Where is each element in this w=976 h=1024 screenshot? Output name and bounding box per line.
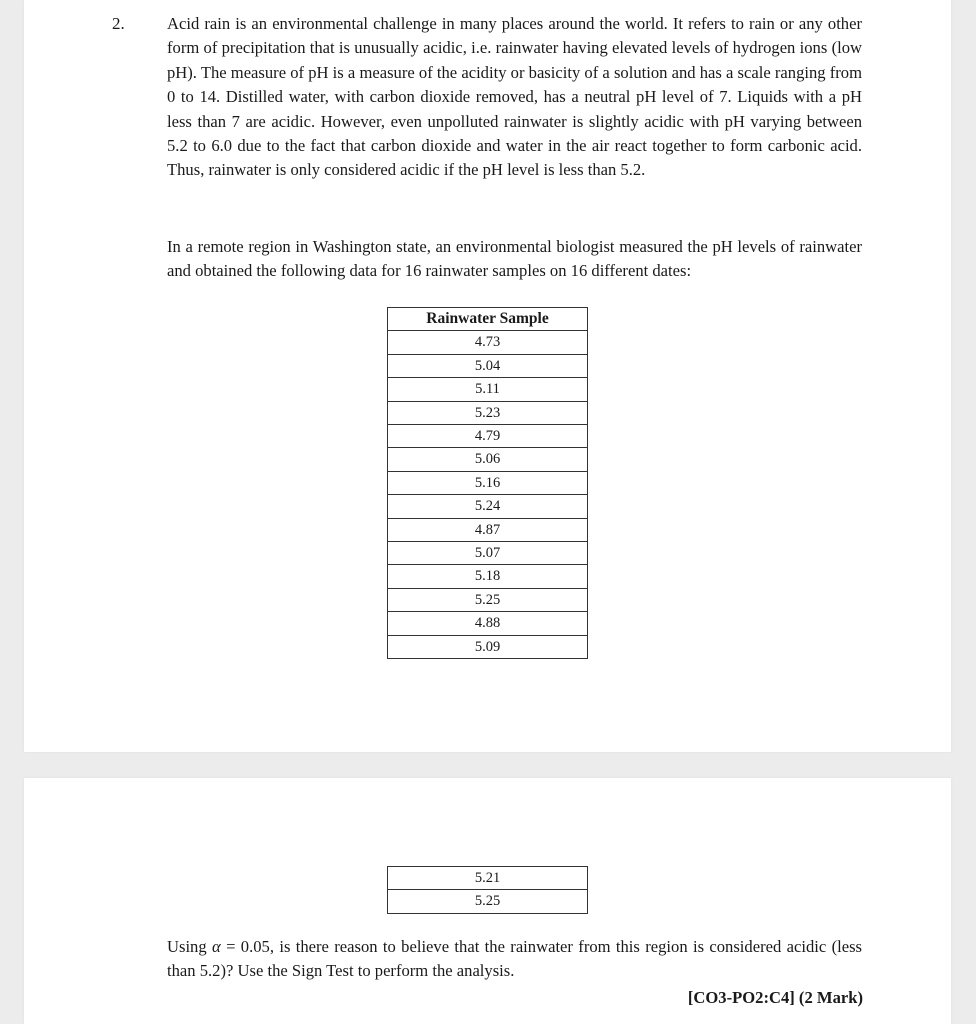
intro-paragraph: Acid rain is an environmental challenge in many places around the world. It refers to rain or any other form of precipitation that is unusually acidic, i.e. rainwater having elevated levels of hydrogen ions (low pH). The measure of pH is a measure of the acidity or basicity of a solution and has a scale ranging from 0 to 14. Distilled water, with carbon dioxide removed, has a neutral pH level of 7. Liquids with a pH less than 7 are acidic. However, even unpolluted rainwater is slightly acidic with pH varying between 5.2 to 6.0 due to the fact that carbon dioxide and water in the air react together to form carbonic acid. Thus, rainwater is only considered acidic if the pH level is less than 5.2. [167,14,862,180]
data-paragraph: In a remote region in Washington state, an environmental biologist measured the pH levels of rainwater and obtained the following data for 16 rainwater samples on 16 different dates: [167,237,862,281]
document-page-2 [24,778,951,1024]
marks-label: [CO3-PO2:C4] (2 Mark) [687,988,863,1007]
rainwater-sample-table-continued [387,866,588,914]
table-header: Rainwater Sample [388,308,588,331]
table-cell: 4.87 [388,518,588,541]
table-cell: 5.18 [388,565,588,588]
table-cell: 4.79 [388,425,588,448]
table-cell: 5.07 [388,542,588,565]
rainwater-sample-table [387,307,588,659]
table-cell: 5.24 [388,495,588,518]
alpha-value: = 0.05 [220,937,270,956]
table-cell: 5.09 [388,635,588,658]
table-cell: 5.16 [388,471,588,494]
task-text: , is there reason to believe that the rainwater from this region is considered acidic (less than 5.2)? Use the Sign Test to perform the analysis. [167,937,862,981]
table-cell: 5.11 [388,378,588,401]
alpha-symbol: α [212,937,221,956]
table-cell: 5.25 [388,890,588,913]
table-cell: 4.73 [388,331,588,354]
task-prefix: Using [167,937,212,956]
table-cell: 5.21 [388,867,588,890]
table-cell: 4.88 [388,612,588,635]
table-cell: 5.25 [388,588,588,611]
table-cell: 5.23 [388,401,588,424]
task-paragraph [167,935,862,984]
table-cell: 5.04 [388,354,588,377]
question-number: 2. [112,14,125,33]
table-cell: 5.06 [388,448,588,471]
document-page-1 [24,0,951,752]
